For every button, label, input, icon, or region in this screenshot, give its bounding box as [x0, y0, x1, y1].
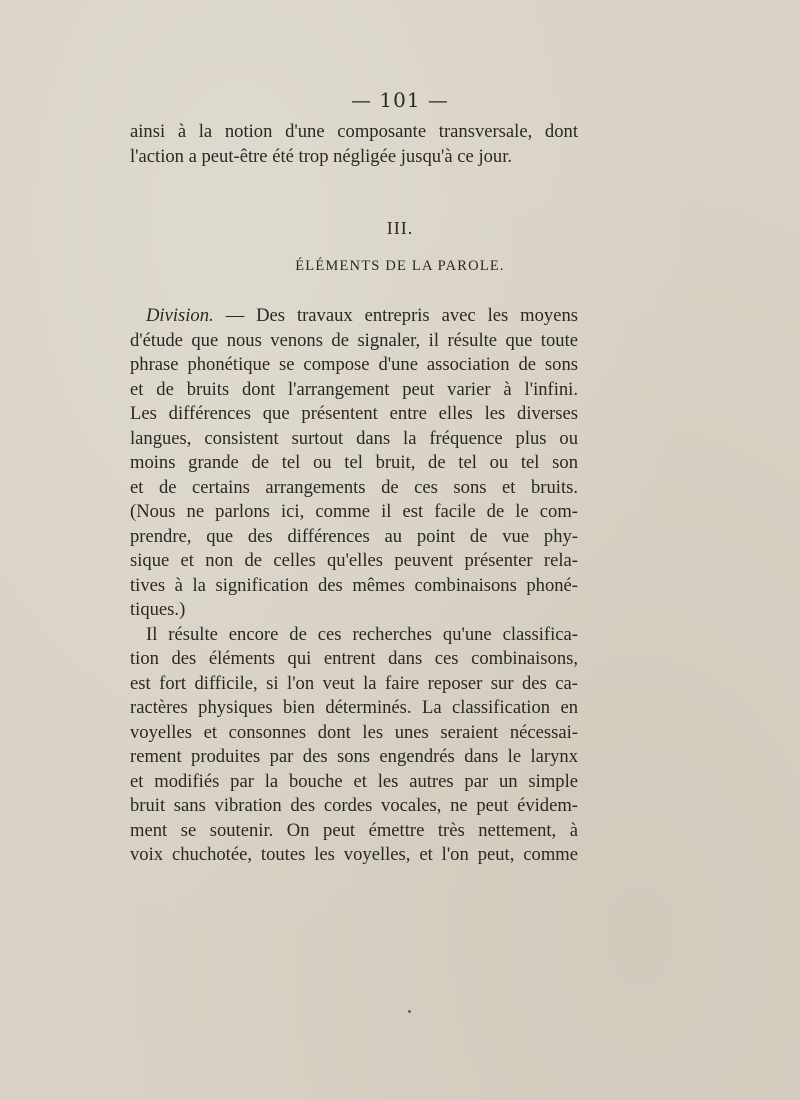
division-label: Division. — [146, 305, 214, 326]
text-line: (Nous ne parlons ici, comme il est facile de le com- — [130, 501, 578, 522]
text-line: ractères physiques bien déterminés. La classification en — [130, 697, 578, 718]
text-line: moins grande de tel ou tel bruit, de tel ou tel son — [130, 452, 578, 473]
text-line: tiques.) — [130, 599, 186, 620]
text-line: Les différences que présentent entre elles les diverses — [130, 403, 578, 424]
section-number: III. — [386, 218, 414, 238]
text-line: prendre, que des différences au point de vue phy- — [130, 525, 578, 547]
text-line: voix chuchotée, toutes les voyelles, et l'on peut, comme — [130, 844, 578, 865]
division-lead-text: — Des travaux entrepris avec les moyens — [213, 305, 578, 326]
text-line: et de bruits dont l'arrangement peut varier à l'infini. — [130, 378, 578, 400]
text-line: tives à la signification des mêmes combinaisons phoné- — [130, 574, 578, 596]
text-line: l'action a peut-être été trop négligée jusqu'à ce jour. — [130, 145, 513, 167]
text-line: et modifiés par la bouche et les autres par un simple — [130, 770, 578, 792]
text-line: voyelles et consonnes dont les unes seraient nécessai- — [130, 721, 578, 743]
text-line: est fort difficile, si l'on veut la faire reposer sur des ca- — [130, 672, 578, 694]
section-title: ÉLÉMENTS DE LA PAROLE. — [295, 258, 505, 274]
text-line: langues, consistent surtout dans la fréquence plus ou — [130, 427, 578, 449]
paragraph-division — [130, 304, 578, 868]
text-line: ment se soutenir. On peut émettre très nettement, à — [130, 819, 578, 841]
intro-text — [130, 120, 578, 169]
text-line: tion des éléments qui entrent dans ces combinaisons, — [130, 648, 578, 669]
text-line: Il résulte encore de ces recherches qu'une classifica- — [146, 623, 578, 645]
text-line: rement produites par des sons engendrés dans le larynx — [130, 746, 578, 767]
text-line: phrase phonétique se compose d'une association de sons — [130, 354, 578, 375]
text-line: ainsi à la notion d'une composante transversale, dont — [130, 121, 578, 142]
text-line: et de certains arrangements de ces sons et bruits. — [130, 476, 578, 498]
text-line — [130, 304, 578, 329]
text-line: sique et non de celles qu'elles peuvent présenter rela- — [130, 550, 578, 571]
page-number: — 101 — — [351, 88, 449, 112]
text-line: d'étude que nous venons de signaler, il résulte que toute — [130, 329, 578, 351]
ink-speck — [408, 1010, 411, 1013]
text-line: bruit sans vibration des cordes vocales, ne peut évidem- — [130, 795, 578, 816]
